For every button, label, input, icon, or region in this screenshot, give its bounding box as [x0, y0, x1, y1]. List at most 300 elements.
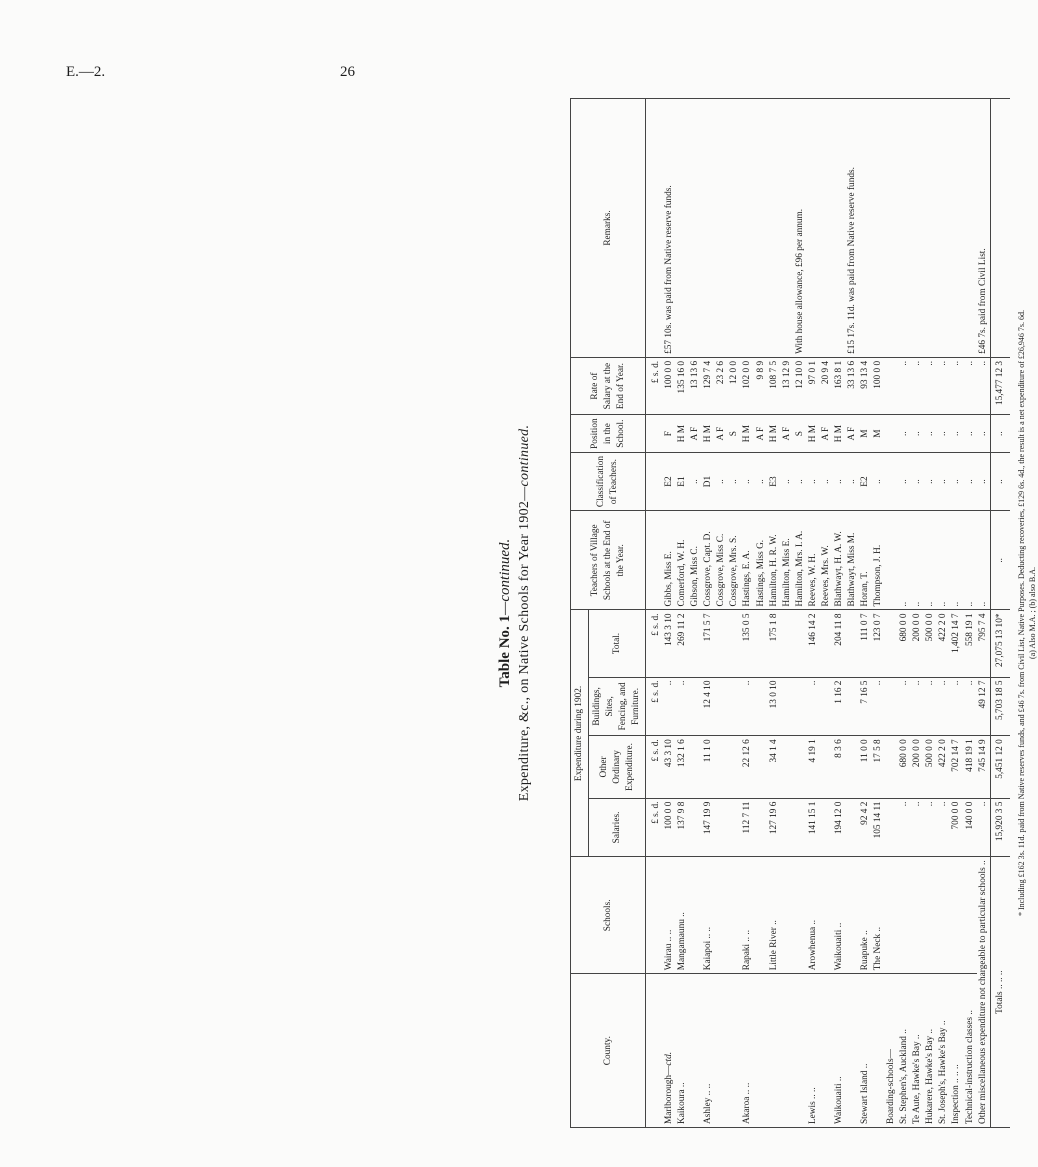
cell-remarks: £57 10s. was paid from Native reserve funds. [663, 99, 676, 358]
cell-salaries [715, 798, 728, 857]
cell-other [715, 736, 728, 798]
cell-county: St. Stephen's, Auckland .. [898, 974, 911, 1128]
cell-total: 175 1 8 [768, 610, 781, 677]
cell-school: Mangamaunu .. [676, 857, 689, 974]
cell-remarks [741, 99, 754, 358]
cell-cls: .. [820, 453, 833, 511]
cell-cls: .. [794, 453, 807, 511]
table-row [924, 99, 937, 1128]
cell-total [728, 610, 741, 677]
cell-teacher [885, 511, 898, 610]
cell-buildings [781, 677, 794, 736]
cell-county: Technical-instruction classes .. [964, 974, 977, 1128]
cell-total [820, 610, 833, 677]
cell-pos: M [859, 415, 872, 453]
cell-rate: .. [977, 357, 991, 414]
cell-rate: 9 8 9 [755, 357, 768, 414]
cell-rate: 108 7 5 [768, 357, 781, 414]
cell-county: Akaroa .. .. [741, 974, 754, 1128]
cell-remarks [781, 99, 794, 358]
table-row [846, 99, 859, 1128]
cell-other: 34 1 4 [768, 736, 781, 798]
cell-other: 422 2 0 [937, 736, 950, 798]
cell-salaries: 112 7 11 [741, 798, 754, 857]
cell-salaries: 105 14 11 [872, 798, 885, 857]
cell-total [794, 610, 807, 677]
cell-pos: F [663, 415, 676, 453]
col-other-expenditure: Other Ordinary Expenditure. [589, 736, 646, 798]
cell-buildings: .. [872, 677, 885, 736]
table-row [676, 99, 689, 1128]
cell-salaries: .. [924, 798, 937, 857]
table-row [872, 99, 885, 1128]
cell-salaries: 147 19 9 [702, 798, 715, 857]
cell-county [820, 974, 833, 1128]
cell-other [728, 736, 741, 798]
cell-pos: M [872, 415, 885, 453]
cell-county-continued: ctd. [664, 1051, 675, 1066]
table-row [820, 99, 833, 1128]
cell-county [846, 974, 859, 1128]
cell-teacher: Comerford, W. H. [676, 511, 689, 610]
cell-total: 500 0 0 [924, 610, 937, 677]
cell-school [924, 857, 937, 974]
cell-pos: H M [833, 415, 846, 453]
cell-cls: .. [715, 453, 728, 511]
cell-rate: 20 9 4 [820, 357, 833, 414]
cell-total: 200 0 0 [911, 610, 924, 677]
cell-pos: S [728, 415, 741, 453]
cell-teacher: Reeves, Mrs. W. [820, 511, 833, 610]
cell-teacher: Hastings, E. A. [741, 511, 754, 610]
cell-county [689, 974, 702, 1128]
cell-county: Kaikoura .. [676, 974, 689, 1128]
cell-other: 702 14 7 [950, 736, 963, 798]
cell-remarks [950, 99, 963, 358]
cell-salaries: .. [898, 798, 911, 857]
col-expenditure-group: Expenditure during 1902. [571, 610, 589, 857]
cell-total: 204 11 8 [833, 610, 846, 677]
cell-county: Boarding-schools— [885, 974, 898, 1128]
cell-rate: 33 13 6 [846, 357, 859, 414]
cell-school [898, 857, 911, 974]
cell-total: 269 11 2 [676, 610, 689, 677]
cell-pos: .. [898, 415, 911, 453]
cell-salaries: 100 0 0 [663, 798, 676, 857]
cell-salaries: 194 12 0 [833, 798, 846, 857]
cell-pos: .. [924, 415, 937, 453]
cell-total: 135 0 5 [741, 610, 754, 677]
totals-other: 5,451 12 0 [991, 736, 1011, 798]
totals-label: Totals .. .. .. [991, 857, 1011, 1128]
cell-total: 146 14 2 [807, 610, 820, 677]
cell-salaries: 137 9 8 [676, 798, 689, 857]
cell-other: 200 0 0 [911, 736, 924, 798]
cell-school: Wairau .. .. [663, 857, 676, 974]
cell-teacher: .. [898, 511, 911, 610]
cell-remarks [885, 99, 898, 358]
cell-buildings: 49 12 7 [977, 677, 991, 736]
cell-county [781, 974, 794, 1128]
cell-county: Other miscellaneous expenditure not chargeable to particular schools .. [977, 857, 991, 1128]
cell-teacher: Hamilton, H. R. W. [768, 511, 781, 610]
cell-school [846, 857, 859, 974]
cell-rate: .. [924, 357, 937, 414]
cell-cls: .. [911, 453, 924, 511]
cell-salaries: 140 0 0 [964, 798, 977, 857]
cell-other: 11 0 0 [859, 736, 872, 798]
cell-pos: A F [820, 415, 833, 453]
cell-buildings: .. [937, 677, 950, 736]
cell-other: 500 0 0 [924, 736, 937, 798]
cell-buildings: .. [741, 677, 754, 736]
table-row [977, 99, 991, 1128]
cell-county-name: Marlborough— [664, 1065, 675, 1124]
cell-school [964, 857, 977, 974]
cell-buildings: 13 0 10 [768, 677, 781, 736]
expenditure-table [570, 98, 1010, 1128]
table-row [728, 99, 741, 1128]
cell-pos [885, 415, 898, 453]
cell-buildings: 7 16 5 [859, 677, 872, 736]
cell-salaries: 700 0 0 [950, 798, 963, 857]
cell-rate: .. [937, 357, 950, 414]
cell-salaries: 127 19 6 [768, 798, 781, 857]
cell-teacher: Cossgrove, Capt. D. [702, 511, 715, 610]
cell-salaries [689, 798, 702, 857]
cell-teacher: Gibbs, Miss E. [663, 511, 676, 610]
cell-teacher: .. [977, 511, 991, 610]
cell-cls: .. [964, 453, 977, 511]
cell-teacher: .. [950, 511, 963, 610]
cell-teacher: Hamilton, Mrs. I. A. [794, 511, 807, 610]
cell-rate: 12 0 0 [728, 357, 741, 414]
cell-teacher: .. [964, 511, 977, 610]
cell-school [728, 857, 741, 974]
cell-school [950, 857, 963, 974]
cell-pos: .. [911, 415, 924, 453]
cell-remarks [872, 99, 885, 358]
cell-remarks [964, 99, 977, 358]
cell-rate: .. [911, 357, 924, 414]
cell-buildings: 12 4 10 [702, 677, 715, 736]
cell-teacher: Thompson, J. H. [872, 511, 885, 610]
cell-remarks [937, 99, 950, 358]
table-row [794, 99, 807, 1128]
totals-rate: 15,477 12 3 [991, 357, 1011, 414]
cell-remarks [859, 99, 872, 358]
cell-cls: E1 [676, 453, 689, 511]
cell-cls: .. [937, 453, 950, 511]
totals-row: Totals .. .. .. 15,920 3 5 5,451 12 0 5,703 18 5 27,075 13 10* .. .. .. 15,477 12 3 [991, 99, 1011, 1128]
col-schools: Schools. [571, 857, 646, 974]
cell-remarks [715, 99, 728, 358]
cell-total: 422 2 0 [937, 610, 950, 677]
col-position: Position in the School. [571, 415, 646, 453]
cell-school [689, 857, 702, 974]
cell-county: Hukarere, Hawke's Bay .. [924, 974, 937, 1128]
cell-buildings: .. [924, 677, 937, 736]
cell-teacher: Blathwayt, H. A. W. [833, 511, 846, 610]
cell-cls: .. [728, 453, 741, 511]
table-row [859, 99, 872, 1128]
table-row [741, 99, 754, 1128]
cell-cls: .. [741, 453, 754, 511]
col-teachers: Teachers of Village Schools at the End of the Year. [571, 511, 646, 610]
table-row [898, 99, 911, 1128]
cell-teacher: Horan, T. [859, 511, 872, 610]
cell-county [768, 974, 781, 1128]
cell-cls: .. [781, 453, 794, 511]
cell-teacher: .. [937, 511, 950, 610]
cell-other: 8 3 6 [833, 736, 846, 798]
cell-cls [885, 453, 898, 511]
cell-school [937, 857, 950, 974]
cell-rate: .. [964, 357, 977, 414]
cell-rate: 13 12 9 [781, 357, 794, 414]
table-row [755, 99, 768, 1128]
cell-total [715, 610, 728, 677]
cell-pos: .. [977, 415, 991, 453]
cell-other [781, 736, 794, 798]
cell-other: 11 1 0 [702, 736, 715, 798]
cell-buildings [885, 677, 898, 736]
cell-rate: .. [950, 357, 963, 414]
page-number: 26 [340, 64, 355, 80]
cell-other [755, 736, 768, 798]
cell-total: 143 3 10 [663, 610, 676, 677]
cell-county [715, 974, 728, 1128]
table-row [885, 99, 898, 1128]
rotated-table-page [497, 98, 1037, 1128]
cell-school [794, 857, 807, 974]
cell-remarks [898, 99, 911, 358]
units-buildings: £ s. d. [646, 677, 664, 736]
cell-cls: E3 [768, 453, 781, 511]
cell-salaries [781, 798, 794, 857]
cell-county [728, 974, 741, 1128]
cell-total: 795 7 4 [977, 610, 991, 677]
cell-other [794, 736, 807, 798]
cell-cls: .. [872, 453, 885, 511]
cell-rate: .. [898, 357, 911, 414]
table-row [663, 99, 676, 1128]
cell-total [755, 610, 768, 677]
cell-county: Inspection .. .. .. [950, 974, 963, 1128]
table-row [702, 99, 715, 1128]
cell-buildings: .. [807, 677, 820, 736]
cell-teacher: Hastings, Miss G. [755, 511, 768, 610]
cell-remarks [755, 99, 768, 358]
cell-school: Kaiapoi .. .. [702, 857, 715, 974]
cell-rate: 100 0 0 [872, 357, 885, 414]
cell-teacher: Blathwayt, Miss M. [846, 511, 859, 610]
cell-county [755, 974, 768, 1128]
cell-county: Ashley .. .. [702, 974, 715, 1128]
cell-cls: .. [807, 453, 820, 511]
cell-rate: 23 2 6 [715, 357, 728, 414]
table-row [937, 99, 950, 1128]
footnote-line-2: (a) Also M.A. ; (b) also B.A. [1028, 567, 1037, 659]
cell-pos: H M [741, 415, 754, 453]
cell-pos: .. [964, 415, 977, 453]
units-other: £ s. d. [646, 736, 664, 798]
cell-total [846, 610, 859, 677]
col-remarks: Remarks. [571, 99, 646, 358]
cell-rate: 13 13 6 [689, 357, 702, 414]
cell-buildings: .. [898, 677, 911, 736]
cell-cls: .. [977, 453, 991, 511]
table-row [807, 99, 820, 1128]
totals-buildings: 5,703 18 5 [991, 677, 1011, 736]
cell-teacher: Hamilton, Miss E. [781, 511, 794, 610]
cell-remarks [924, 99, 937, 358]
cell-pos: H M [807, 415, 820, 453]
cell-total: 558 19 1 [964, 610, 977, 677]
cell-total: 123 0 7 [872, 610, 885, 677]
cell-rate: 97 0 1 [807, 357, 820, 414]
totals-total: 27,075 13 10* [991, 610, 1011, 677]
cell-salaries: .. [911, 798, 924, 857]
cell-buildings [689, 677, 702, 736]
cell-other: 17 5 8 [872, 736, 885, 798]
cell-remarks [676, 99, 689, 358]
col-rate: Rate of Salary at the End of Year. [571, 357, 646, 414]
cell-county: Te Aute, Hawke's Bay .. [911, 974, 924, 1128]
units-total: £ s. d. [646, 610, 664, 677]
cell-teacher: Gibson, Miss C. [689, 511, 702, 610]
cell-buildings: 1 16 2 [833, 677, 846, 736]
cell-cls: E2 [663, 453, 676, 511]
cell-school [755, 857, 768, 974]
cell-rate: 93 13 4 [859, 357, 872, 414]
cell-total: 1,402 14 7 [950, 610, 963, 677]
cell-salaries [755, 798, 768, 857]
cell-cls: .. [898, 453, 911, 511]
cell-pos: H M [676, 415, 689, 453]
cell-remarks [833, 99, 846, 358]
cell-pos: A F [689, 415, 702, 453]
cell-county [794, 974, 807, 1128]
col-salaries: Salaries. [589, 798, 646, 857]
cell-buildings [846, 677, 859, 736]
table-row [689, 99, 702, 1128]
cell-cls: .. [689, 453, 702, 511]
cell-remarks: £15 17s. 11d. was paid from Native reserve funds. [846, 99, 859, 358]
cell-salaries [885, 798, 898, 857]
cell-remarks [702, 99, 715, 358]
table-row [833, 99, 846, 1128]
cell-rate: 12 10 0 [794, 357, 807, 414]
cell-buildings [715, 677, 728, 736]
units-salaries: £ s. d. [646, 798, 664, 857]
cell-buildings: .. [663, 677, 676, 736]
cell-buildings [755, 677, 768, 736]
cell-rate: 163 8 1 [833, 357, 846, 414]
cell-county: Lewis .. .. [807, 974, 820, 1128]
cell-cls: .. [755, 453, 768, 511]
cell-remarks [768, 99, 781, 358]
cell-school [885, 857, 898, 974]
cell-school [781, 857, 794, 974]
table-row [964, 99, 977, 1128]
cell-remarks [820, 99, 833, 358]
cell-salaries: .. [937, 798, 950, 857]
cell-other: 680 0 0 [898, 736, 911, 798]
totals-salaries: 15,920 3 5 [991, 798, 1011, 857]
cell-pos: A F [781, 415, 794, 453]
cell-buildings [820, 677, 833, 736]
cell-teacher: .. [924, 511, 937, 610]
table-body [646, 99, 991, 1128]
units-rate: £ s. d. [646, 357, 664, 414]
cell-buildings: .. [911, 677, 924, 736]
table-subtitle [517, 98, 533, 1128]
col-county: County. [571, 974, 646, 1128]
cell-county: Waikouaiti .. [833, 974, 846, 1128]
cell-buildings: .. [950, 677, 963, 736]
cell-remarks [728, 99, 741, 358]
cell-teacher: Cossgrove, Miss C. [715, 511, 728, 610]
table-subtitle-continued: continued. [517, 424, 532, 487]
cell-other: 4 19 1 [807, 736, 820, 798]
cell-school [820, 857, 833, 974]
cell-rate: 129 7 4 [702, 357, 715, 414]
table-row [781, 99, 794, 1128]
cell-salaries [794, 798, 807, 857]
table-title [497, 98, 514, 1128]
cell-other [820, 736, 833, 798]
cell-pos: .. [950, 415, 963, 453]
cell-pos: H M [768, 415, 781, 453]
cell-cls: .. [833, 453, 846, 511]
table-subtitle-main: Expenditure, &c., on Native Schools for Year 1902— [517, 486, 532, 802]
cell-remarks: £46 7s. paid from Civil List. [977, 99, 991, 358]
cell-salaries: 141 15 1 [807, 798, 820, 857]
table-row [715, 99, 728, 1128]
page-section-code: E.—2. [66, 64, 106, 80]
cell-cls: .. [846, 453, 859, 511]
cell-total [781, 610, 794, 677]
cell-other: 418 19 1 [964, 736, 977, 798]
cell-school [911, 857, 924, 974]
cell-cls: E2 [859, 453, 872, 511]
cell-pos: .. [937, 415, 950, 453]
units-row [646, 99, 664, 1128]
cell-other: 132 1 6 [676, 736, 689, 798]
cell-total: 171 5 7 [702, 610, 715, 677]
cell-salaries [846, 798, 859, 857]
cell-pos: A F [755, 415, 768, 453]
cell-teacher: .. [911, 511, 924, 610]
cell-other: 22 12 6 [741, 736, 754, 798]
cell-county: St. Joseph's, Hawke's Bay .. [937, 974, 950, 1128]
cell-other [885, 736, 898, 798]
cell-remarks: With house allowance, £96 per annum. [794, 99, 807, 358]
cell-cls: .. [924, 453, 937, 511]
cell-remarks [911, 99, 924, 358]
cell-county [872, 974, 885, 1128]
cell-cls: .. [950, 453, 963, 511]
cell-rate: 135 16 0 [676, 357, 689, 414]
cell-buildings [794, 677, 807, 736]
cell-other: 43 3 10 [663, 736, 676, 798]
cell-remarks [807, 99, 820, 358]
cell-school: Little River .. [768, 857, 781, 974]
cell-county [663, 974, 676, 1128]
cell-buildings: .. [964, 677, 977, 736]
cell-total [885, 610, 898, 677]
